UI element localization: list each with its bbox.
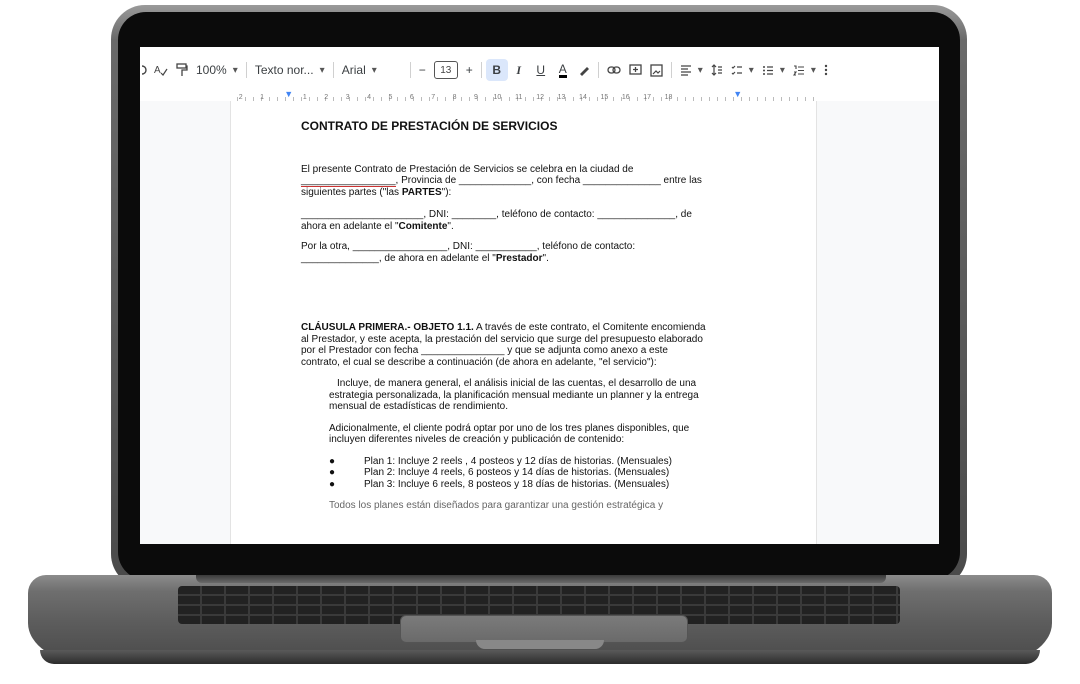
ruler-tick: 14 [579,94,587,101]
ruler-tick: 3 [345,94,350,101]
image-icon[interactable] [646,59,667,81]
font-select[interactable]: Arial ▾ [338,59,406,81]
bold-button[interactable]: B [486,59,508,81]
editor-toolbar [140,59,939,81]
paragraph-cut-off: Todos los planes están diseñados para garantizar una gestión estratégica y [329,500,664,511]
italic-button[interactable]: I [516,62,522,77]
laptop-notch [476,640,604,649]
text-line: , Provincia de _____________, con fecha ______________ entre las [395,175,702,186]
zoom-select[interactable]: 100% ▾ [192,59,242,81]
ruler-tick: 11 [515,94,523,101]
text-line: ahora en adelante el " [301,220,399,232]
text-line: El presente Contrato de Prestación de Servicios se celebra en la ciudad de [301,163,634,175]
align-icon[interactable] [676,59,707,81]
laptop-hinge [196,575,886,583]
clause-heading: CLÁUSULA PRIMERA.- OBJETO 1.1. [301,322,474,333]
document-body[interactable] [301,121,751,512]
link-icon[interactable] [603,59,625,81]
ruler-tick: 5 [388,94,393,101]
text-line: ______________________, DNI: ________, teléfono de contacto: ______________, de [301,209,692,220]
text-line: mensual de estadísticas de rendimiento. [329,401,508,412]
clause-first [301,322,751,368]
paragraph-additional [301,423,751,446]
screen [140,47,939,544]
document-title: CONTRATO DE PRESTACIÓN DE SERVICIOS [301,119,558,133]
highlight-pen-icon[interactable] [574,59,594,81]
paragraph-includes-cont [301,390,751,413]
text-line: siguientes partes ("las [301,186,402,198]
ruler-tick: 1 [302,94,307,101]
ruler-tick: 1 [260,94,265,101]
numbered-list-icon[interactable] [789,59,820,81]
list-item [329,479,751,491]
svg-text:A: A [154,65,161,76]
city-blank: _________________ [301,175,396,186]
bullet-icon: ● [329,455,336,467]
list-item [329,467,751,479]
text-color-button[interactable] [552,59,574,81]
toolbar-divider [410,62,411,78]
text-line: estrategia personalizada, la planificación mensual mediante un planner y la entrega [329,389,699,401]
laptop-base-lip [40,650,1040,664]
ruler-tick: 10 [493,94,502,101]
ruler-tick: 15 [600,94,609,101]
text-line: ". [447,220,454,232]
text-line: Adicionalmente, el cliente podrá optar por uno de los tres planes disponibles, que [329,422,690,434]
bold-term: Prestador [495,252,543,264]
paragraph-includes [301,378,751,390]
bold-term: Comitente [398,220,448,232]
text-line: por el Prestador con fecha _______________ y que se adjunta como anexo a este [301,345,668,356]
ruler-tick: 13 [557,94,566,101]
toolbar-divider [246,62,247,78]
list-item [329,456,751,468]
laptop-trackpad [400,615,688,643]
list-item-text: Plan 2: Incluye 4 reels, 6 posteos y 14 días de historias. (Mensuales) [364,467,670,478]
text-line: A través de este contrato, el Comitente encomienda [473,322,706,333]
ruler-tick: 16 [621,94,630,101]
text-line: contrato, el cual se describe a continuación (de ahora en adelante, "el servicio"): [301,356,657,368]
edit-partial-icon[interactable] [140,59,150,81]
toolbar-divider [671,62,672,78]
paragraph-comitente [301,209,751,232]
list-item-text: Plan 1: Incluye 2 reels , 4 posteos y 12 días de historias. (Mensuales) [364,455,672,467]
document-page[interactable] [230,101,817,544]
ruler-tick: 4 [367,94,371,101]
paragraph-intro [301,164,751,199]
decrease-font-size-button[interactable]: − [418,63,426,77]
text-color-label: A [558,61,567,76]
ruler-tick: 2 [324,94,329,101]
text-line: ______________, de ahora en adelante el " [301,252,496,264]
text-line: incluyen diferentes niveles de creación y publicación de contenido: [329,434,625,445]
toolbar-divider [333,62,334,78]
left-indent-marker-icon[interactable]: ▼ [284,89,294,99]
font-size-input[interactable]: 13 [434,61,458,79]
list-item-text: Plan 3: Incluye 6 reels, 8 posteos y 18 días de historias. (Mensuales) [364,478,670,490]
ruler-tick: 12 [536,94,545,101]
ruler-tick: 9 [474,94,478,101]
plans-list [301,456,751,491]
text-line: Por la otra, _________________, DNI: ___________, teléfono de contacto: [301,241,636,252]
ruler-tick: 18 [664,94,673,101]
paragraph-prestador [301,241,751,264]
toolbar-divider [598,62,599,78]
bold-term: PARTES [401,186,442,198]
ruler-tick: 8 [452,94,457,101]
increase-font-size-button[interactable]: + [465,63,473,77]
ruler-tick: 7 [431,94,436,101]
ruler-tick: 17 [643,94,652,101]
bullet-list-icon[interactable] [758,59,789,81]
checklist-icon[interactable] [727,59,758,81]
text-line: ". [542,252,549,264]
more-icon[interactable] [820,59,832,81]
text-line: al Prestador, y este acepta, la prestación del servicio que surge del presupuesto elaborado [301,333,703,345]
paint-format-icon[interactable] [172,59,192,81]
line-spacing-icon[interactable] [707,59,727,81]
bullet-icon: ● [329,467,336,478]
text-line: Incluye, de manera general, el análisis inicial de las cuentas, el desarrollo de una [337,378,697,389]
ruler-tick: 6 [409,94,414,101]
spellcheck-icon[interactable] [150,59,172,81]
underline-button[interactable]: U [536,63,546,77]
style-select[interactable]: Texto nor... ▾ [251,59,329,81]
comment-icon[interactable] [625,59,646,81]
bullet-icon: ● [329,478,336,490]
toolbar-divider [481,62,482,78]
text-line: "): [441,186,452,198]
document-canvas [140,101,939,544]
right-indent-marker-icon[interactable]: ▼ [733,89,743,99]
ruler-tick: 2 [238,94,243,101]
